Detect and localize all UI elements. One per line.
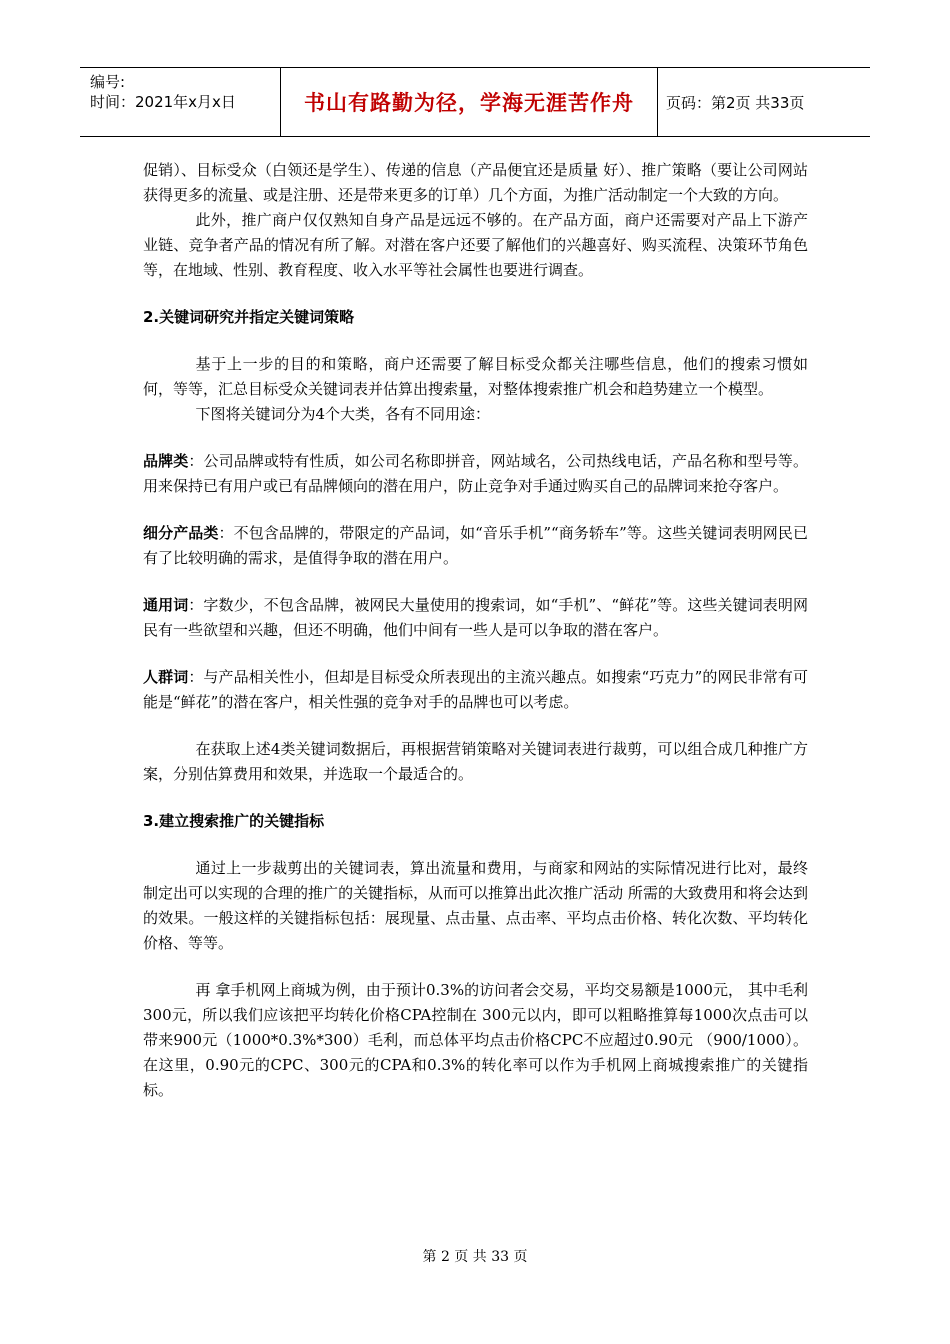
keyword-category-generic [143, 593, 808, 643]
term-text: ：字数少，不包含品牌，被网民大量使用的搜索词，如“手机”、“鲜花”等。这些关键词表明网民有一些欲望和兴趣，但还不明确，他们中间有一些人是可以争取的潜在客户。 [143, 596, 808, 639]
time-label: 时间：2021年x月x日 [90, 93, 236, 111]
keyword-category-crowd [143, 665, 808, 715]
header-page-info: 页码：第2页 共33页 [666, 93, 805, 112]
term-text: ：不包含品牌的，带限定的产品词，如“音乐手机”“商务轿车”等。这些关键词表明网民已有了比较明确的需求，是值得争取的潜在用户。 [143, 524, 808, 567]
paragraph: 通过上一步裁剪出的关键词表，算出流量和费用，与商家和网站的实际情况进行比对，最终制定出可以实现的合理的推广的关键指标，从而可以推算出此次推广活动 所需的大致费用和将会达到的效果。一般这样的关键指标包括：展现量、点击量、点击率、平均点击价格、转化次数、平均转化价格、等等。 [143, 859, 808, 952]
term-label: 细分产品类 [143, 524, 219, 542]
page-footer: 第 2 页 共 33 页 [422, 1249, 528, 1265]
term-text: ：公司品牌或特有性质，如公司名称即拼音，网站域名，公司热线电话，产品名称和型号等。用来保持已有用户或已有品牌倾向的潜在用户，防止竞争对手通过购买自己的品牌词来抢夺客户。 [143, 452, 808, 495]
paragraph: 此外，推广商户仅仅熟知自身产品是远远不够的。在产品方面，商户还需要对产品上下游产业链、竞争者产品的情况有所了解。对潜在客户还要了解他们的兴趣喜好、购买流程、决策环节角色等，在地域、性别、教育程度、收入水平等社会属性也要进行调查。 [143, 211, 808, 279]
term-label: 品牌类 [143, 452, 189, 470]
paragraph: 促销）、目标受众（白领还是学生）、传递的信息（产品便宜还是质量 好）、推广策略（要让公司网站获得更多的流量、或是注册、还是带来更多的订单）几个方面，为推广活动制定一个大致的方向。 [143, 161, 808, 204]
term-text: ：与产品相关性小，但却是目标受众所表现出的主流兴趣点。如搜索“巧克力”的网民非常有可能是“鲜花”的潜在客户，相关性强的竞争对手的品牌也可以考虑。 [143, 668, 808, 711]
header-motto: 书山有路勤为径，学海无涯苦作舟 [280, 68, 658, 136]
document-body [143, 158, 808, 1103]
paragraph: 下图将关键词分为4个大类，各有不同用途： [195, 405, 491, 423]
paragraph: 基于上一步的目的和策略，商户还需要了解目标受众都关注哪些信息，他们的搜索习惯如何，等等，汇总目标受众关键词表并估算出搜索量，对整体搜索推广机会和趋势建立一个模型。 [143, 355, 808, 398]
section-heading: 2.关键词研究并指定关键词策略 [143, 308, 355, 326]
keyword-category-brand [143, 449, 808, 499]
number-label: 编号: [90, 73, 126, 91]
term-label: 人群词 [143, 668, 189, 686]
header-meta [80, 68, 280, 136]
page-header [80, 67, 870, 137]
keyword-category-segment [143, 521, 808, 571]
paragraph: 再 拿手机网上商城为例，由于预计0.3%的访问者会交易，平均交易额是1000元， 其中毛利300元，所以我们应该把平均转化价格CPA控制在 300元以内，即可以粗略推算每1000次点击可以带来900元（1000*0.3%*300）毛利，而总体平均点击价格CPC不应超过0.90元 （900/1000）。在这里，0.90元的CPC、300元的CPA和0.3%的转化率可以作为手机网上商城搜索推广的关键指标。 [143, 981, 808, 1099]
paragraph: 在获取上述4类关键词数据后，再根据营销策略对关键词表进行裁剪，可以组合成几种推广方案，分别估算费用和效果，并选取一个最适合的。 [143, 740, 808, 783]
section-heading: 3.建立搜索推广的关键指标 [143, 812, 325, 830]
term-label: 通用词 [143, 596, 189, 614]
